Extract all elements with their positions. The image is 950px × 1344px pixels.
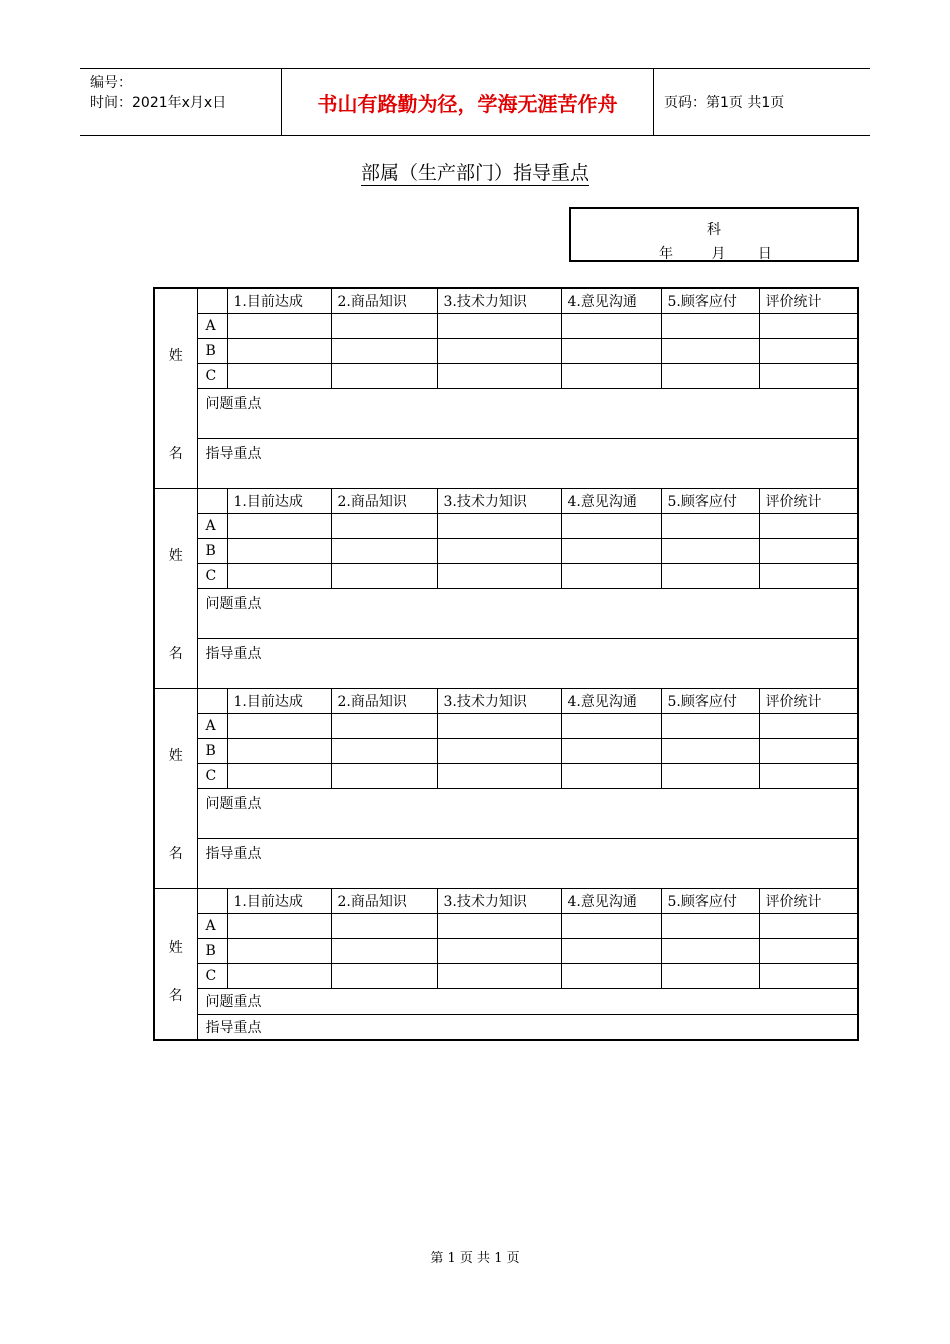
score-cell[interactable]	[437, 713, 561, 738]
grade-header-cell	[197, 688, 227, 713]
notes-label: 指导重点	[205, 645, 262, 662]
guidance-table	[153, 287, 859, 1041]
notes-label: 问题重点	[205, 993, 262, 1010]
criteria-header: 1.目前达成	[227, 688, 331, 713]
score-cell[interactable]	[331, 763, 437, 788]
score-cell[interactable]	[331, 338, 437, 363]
score-cell[interactable]	[437, 563, 561, 588]
grade-label: A	[197, 713, 227, 738]
score-cell[interactable]	[561, 363, 661, 388]
notes-row	[154, 438, 858, 488]
notes-row	[154, 388, 858, 438]
grade-label: B	[197, 538, 227, 563]
grade-row	[154, 763, 858, 788]
criteria-header-row	[154, 888, 858, 913]
score-cell[interactable]	[759, 938, 858, 963]
grade-header-cell	[197, 288, 227, 313]
score-cell[interactable]	[661, 913, 759, 938]
score-cell[interactable]	[227, 338, 331, 363]
score-cell[interactable]	[227, 538, 331, 563]
score-cell[interactable]	[437, 763, 561, 788]
criteria-header: 3.技术力知识	[437, 488, 561, 513]
day-label: 日	[757, 246, 772, 262]
guidance-notes-cell[interactable]	[197, 638, 858, 688]
criteria-header: 3.技术力知识	[437, 288, 561, 313]
name-char-top: 姓	[168, 348, 183, 364]
score-cell[interactable]	[661, 763, 759, 788]
criteria-header: 5.顾客应付	[661, 488, 759, 513]
employee-name-label	[155, 937, 197, 1088]
grade-row	[154, 913, 858, 938]
guidance-notes-cell[interactable]	[197, 1014, 858, 1040]
criteria-header: 5.顾客应付	[661, 888, 759, 913]
date-labels	[659, 243, 772, 263]
employee-name-label	[155, 345, 197, 544]
criteria-header-row	[154, 288, 858, 313]
criteria-header: 2.商品知识	[331, 288, 437, 313]
score-cell[interactable]	[331, 513, 437, 538]
grade-label: A	[197, 513, 227, 538]
grade-label: B	[197, 738, 227, 763]
notes-row	[154, 788, 858, 838]
issue-notes-cell[interactable]	[197, 788, 858, 838]
grade-header-cell	[197, 888, 227, 913]
notes-label: 指导重点	[205, 445, 262, 462]
motto: 书山有路勤为径，学海无涯苦作舟	[282, 69, 654, 135]
header-meta	[80, 69, 282, 135]
score-cell[interactable]	[759, 913, 858, 938]
score-cell[interactable]	[661, 338, 759, 363]
grade-label: A	[197, 913, 227, 938]
time-label: 时间：2021年x月x日	[90, 95, 227, 111]
score-cell[interactable]	[561, 963, 661, 988]
grade-row	[154, 713, 858, 738]
notes-row	[154, 638, 858, 688]
score-cell[interactable]	[227, 913, 331, 938]
score-cell[interactable]	[759, 338, 858, 363]
year-label: 年	[659, 246, 673, 262]
score-cell[interactable]	[561, 713, 661, 738]
score-cell[interactable]	[227, 963, 331, 988]
employee-name-label	[155, 545, 197, 744]
grade-label: C	[197, 763, 227, 788]
score-cell[interactable]	[561, 538, 661, 563]
issue-notes-cell[interactable]	[197, 388, 858, 438]
department-date-box	[569, 207, 859, 262]
grade-row	[154, 338, 858, 363]
page-title: 部属（生产部门）指导重点	[360, 162, 589, 184]
issue-notes-cell[interactable]	[197, 588, 858, 638]
score-cell[interactable]	[227, 938, 331, 963]
employee-name-cell	[154, 288, 197, 488]
grade-header-cell	[197, 488, 227, 513]
score-cell[interactable]	[661, 938, 759, 963]
grade-row	[154, 563, 858, 588]
guidance-notes-cell[interactable]	[197, 438, 858, 488]
notes-label: 问题重点	[205, 595, 262, 612]
score-cell[interactable]	[759, 538, 858, 563]
name-char-bottom: 名	[168, 446, 183, 462]
criteria-header: 4.意见沟通	[561, 888, 661, 913]
score-cell[interactable]	[437, 913, 561, 938]
score-cell[interactable]	[661, 363, 759, 388]
score-cell[interactable]	[227, 563, 331, 588]
code-label: 编号：	[90, 75, 132, 91]
score-cell[interactable]	[437, 938, 561, 963]
score-cell[interactable]	[661, 738, 759, 763]
score-cell[interactable]	[437, 963, 561, 988]
score-cell[interactable]	[759, 513, 858, 538]
score-cell[interactable]	[561, 738, 661, 763]
guidance-notes-cell[interactable]	[197, 838, 858, 888]
notes-row	[154, 1014, 858, 1040]
page-info: 页码：第1页 共1页	[664, 95, 785, 111]
criteria-header-row	[154, 488, 858, 513]
score-cell[interactable]	[331, 563, 437, 588]
score-cell[interactable]	[331, 738, 437, 763]
score-cell[interactable]	[759, 763, 858, 788]
score-cell[interactable]	[227, 738, 331, 763]
department-label: 科	[707, 222, 721, 238]
issue-notes-cell[interactable]	[197, 988, 858, 1014]
criteria-header: 评价统计	[759, 488, 858, 513]
grade-row	[154, 938, 858, 963]
score-cell[interactable]	[331, 963, 437, 988]
score-cell[interactable]	[759, 563, 858, 588]
score-cell[interactable]	[561, 938, 661, 963]
grade-label: C	[197, 963, 227, 988]
criteria-header: 1.目前达成	[227, 288, 331, 313]
score-cell[interactable]	[227, 313, 331, 338]
grade-row	[154, 538, 858, 563]
score-cell[interactable]	[561, 913, 661, 938]
table-body	[154, 288, 858, 1040]
score-cell[interactable]	[561, 563, 661, 588]
criteria-header: 3.技术力知识	[437, 688, 561, 713]
score-cell[interactable]	[437, 738, 561, 763]
score-cell[interactable]	[331, 313, 437, 338]
grade-label: A	[197, 313, 227, 338]
criteria-header: 5.顾客应付	[661, 688, 759, 713]
score-cell[interactable]	[331, 538, 437, 563]
notes-row	[154, 838, 858, 888]
score-cell[interactable]	[227, 763, 331, 788]
score-cell[interactable]	[227, 713, 331, 738]
name-char-top: 姓	[168, 939, 183, 956]
score-cell[interactable]	[437, 313, 561, 338]
grade-row	[154, 313, 858, 338]
score-cell[interactable]	[331, 913, 437, 938]
page-footer: 第 1 页 共 1 页	[430, 1251, 520, 1266]
notes-label: 问题重点	[205, 795, 262, 812]
score-cell[interactable]	[661, 513, 759, 538]
notes-label: 指导重点	[205, 1019, 262, 1036]
grade-label: B	[197, 938, 227, 963]
name-char-top: 姓	[168, 547, 183, 564]
score-cell[interactable]	[661, 963, 759, 988]
score-cell[interactable]	[561, 513, 661, 538]
criteria-header: 4.意见沟通	[561, 288, 661, 313]
score-cell[interactable]	[661, 563, 759, 588]
score-cell[interactable]	[759, 713, 858, 738]
grade-label: C	[197, 363, 227, 388]
score-cell[interactable]	[561, 338, 661, 363]
grade-row	[154, 513, 858, 538]
name-char-bottom: 名	[168, 645, 183, 662]
grade-label: B	[197, 338, 227, 363]
grade-label: C	[197, 563, 227, 588]
criteria-header: 评价统计	[759, 888, 858, 913]
criteria-header-row	[154, 688, 858, 713]
score-cell[interactable]	[661, 538, 759, 563]
score-cell[interactable]	[661, 313, 759, 338]
notes-label: 指导重点	[205, 845, 262, 862]
score-cell[interactable]	[759, 363, 858, 388]
criteria-header: 4.意见沟通	[561, 488, 661, 513]
criteria-header: 评价统计	[759, 288, 858, 313]
score-cell[interactable]	[437, 513, 561, 538]
criteria-header: 5.顾客应付	[661, 288, 759, 313]
notes-label: 问题重点	[205, 395, 262, 412]
score-cell[interactable]	[759, 963, 858, 988]
score-cell[interactable]	[437, 538, 561, 563]
score-cell[interactable]	[759, 738, 858, 763]
name-char-top: 姓	[168, 747, 183, 764]
score-cell[interactable]	[661, 713, 759, 738]
notes-row	[154, 588, 858, 638]
document-header	[80, 68, 870, 136]
name-char-bottom: 名	[168, 987, 183, 1004]
employee-name-label	[155, 745, 197, 944]
notes-row	[154, 988, 858, 1014]
criteria-header: 1.目前达成	[227, 488, 331, 513]
criteria-header: 4.意见沟通	[561, 688, 661, 713]
score-cell[interactable]	[561, 313, 661, 338]
score-cell[interactable]	[227, 363, 331, 388]
score-cell[interactable]	[437, 338, 561, 363]
score-cell[interactable]	[331, 363, 437, 388]
criteria-header: 3.技术力知识	[437, 888, 561, 913]
grade-row	[154, 963, 858, 988]
score-cell[interactable]	[437, 363, 561, 388]
name-char-bottom: 名	[168, 845, 183, 862]
criteria-header: 评价统计	[759, 688, 858, 713]
month-label: 月	[711, 246, 726, 262]
criteria-header: 1.目前达成	[227, 888, 331, 913]
criteria-header: 2.商品知识	[331, 488, 437, 513]
score-cell[interactable]	[331, 713, 437, 738]
score-cell[interactable]	[759, 313, 858, 338]
page-title-wrap	[0, 158, 950, 185]
criteria-header: 2.商品知识	[331, 888, 437, 913]
grade-row	[154, 738, 858, 763]
grade-row	[154, 363, 858, 388]
score-cell[interactable]	[331, 938, 437, 963]
score-cell[interactable]	[227, 513, 331, 538]
score-cell[interactable]	[561, 763, 661, 788]
criteria-header: 2.商品知识	[331, 688, 437, 713]
